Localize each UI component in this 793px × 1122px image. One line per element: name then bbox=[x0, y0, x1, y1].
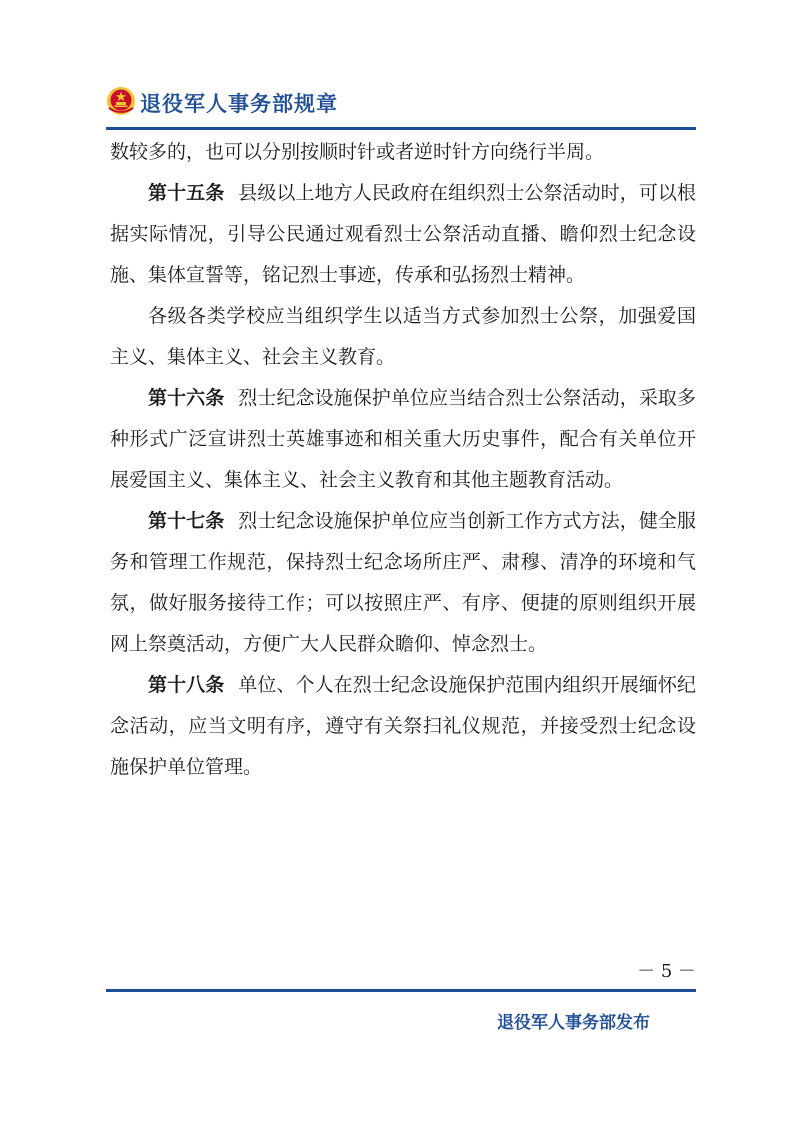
footer-divider bbox=[106, 989, 696, 992]
article-15 bbox=[110, 173, 696, 296]
national-emblem-icon bbox=[106, 86, 136, 116]
article-text: 县级以上地方人民政府在组织烈士公祭活动时，可以根据实际情况，引导公民通过观看烈士公祭活动直播、瞻仰烈士纪念设施、集体宣誓等，铭记烈士事迹，传承和弘扬烈士精神。 bbox=[110, 182, 696, 286]
article-17 bbox=[110, 501, 696, 665]
article-number: 第十七条 bbox=[148, 510, 225, 532]
header-divider bbox=[106, 127, 696, 130]
article-text: 烈士纪念设施保护单位应当结合烈士公祭活动，采取多种形式广泛宣讲烈士英雄事迹和相关重大历史事件，配合有关单位开展爱国主义、集体主义、社会主义教育和其他主题教育活动。 bbox=[110, 387, 696, 491]
footer-publisher: 退役军人事务部发布 bbox=[497, 1013, 650, 1033]
paragraph-continuation: 数较多的，也可以分别按顺时针或者逆时针方向绕行半周。 bbox=[110, 141, 605, 163]
article-text: 烈士纪念设施保护单位应当创新工作方式方法，健全服务和管理工作规范，保持烈士纪念场所庄严、肃穆、清净的环境和气氛，做好服务接待工作；可以按照庄严、有序、便捷的原则组织开展网上祭奠活动，方便广大人民群众瞻仰、悼念烈士。 bbox=[110, 510, 696, 655]
article-number: 第十八条 bbox=[148, 674, 225, 696]
article-number: 第十六条 bbox=[148, 387, 225, 409]
page-number: － 5 － bbox=[637, 961, 696, 982]
article-16 bbox=[110, 378, 696, 501]
regulation-body bbox=[110, 132, 696, 788]
page-header bbox=[106, 82, 696, 126]
header-title: 退役军人事务部规章 bbox=[140, 92, 338, 116]
article-number: 第十五条 bbox=[148, 182, 225, 204]
article-18 bbox=[110, 665, 696, 788]
article-15-paragraph-2: 各级各类学校应当组织学生以适当方式参加烈士公祭，加强爱国主义、集体主义、社会主义教育。 bbox=[110, 305, 696, 368]
article-text: 单位、个人在烈士纪念设施保护范围内组织开展缅怀纪念活动，应当文明有序，遵守有关祭扫礼仪规范，并接受烈士纪念设施保护单位管理。 bbox=[110, 674, 696, 778]
